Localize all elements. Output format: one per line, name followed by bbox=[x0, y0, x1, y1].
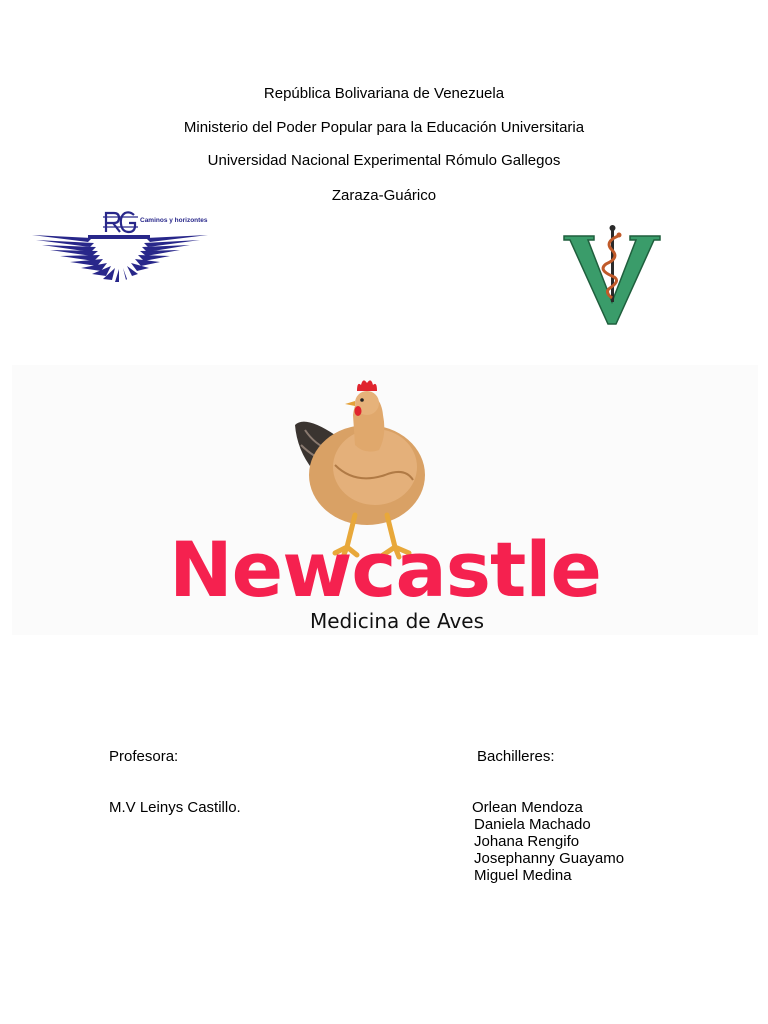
student-name: Josephanny Guayamo bbox=[474, 850, 625, 867]
professor-label: Profesora: bbox=[109, 748, 179, 765]
student-name: Orlean Mendoza bbox=[472, 799, 583, 816]
header-location: Zaraza-Guárico bbox=[331, 187, 437, 204]
hero-title: Newcastle bbox=[169, 525, 601, 614]
veterinary-v-caduceus-logo bbox=[562, 222, 662, 326]
professor-name: M.V Leinys Castillo. bbox=[109, 799, 241, 816]
hero-subtitle: Medicina de Aves bbox=[309, 609, 485, 633]
student-name: Miguel Medina bbox=[474, 867, 572, 884]
student-name: Daniela Machado bbox=[474, 816, 591, 833]
students-label: Bachilleres: bbox=[477, 748, 555, 765]
header-university: Universidad Nacional Experimental Rómulo Gallegos bbox=[207, 152, 561, 169]
header-republic: República Bolivariana de Venezuela bbox=[263, 85, 505, 102]
rg-logo-text: Caminos y horizontes bbox=[140, 217, 208, 224]
header-ministry: Ministerio del Poder Popular para la Educación Universitaria bbox=[183, 119, 585, 136]
rg-sunburst-logo bbox=[30, 205, 212, 287]
student-name: Johana Rengifo bbox=[474, 833, 580, 850]
hero-banner bbox=[12, 365, 758, 635]
students-list bbox=[472, 799, 624, 884]
